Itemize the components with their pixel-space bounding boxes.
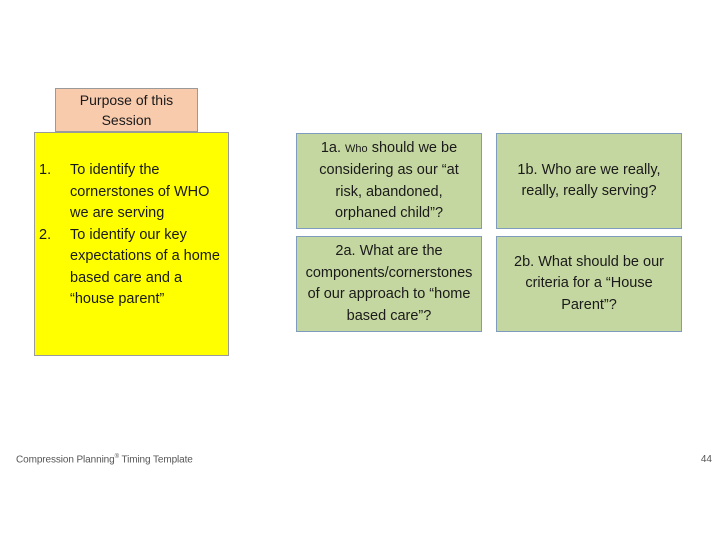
question-1a-prefix: 1a. bbox=[320, 139, 342, 156]
question-2b-cell bbox=[496, 236, 682, 332]
registered-mark: ® bbox=[114, 454, 119, 460]
goal-number: 2. bbox=[39, 226, 52, 243]
question-1a-text bbox=[307, 138, 471, 225]
goals-box bbox=[34, 132, 229, 356]
footer-template-name bbox=[16, 454, 193, 465]
question-1b-cell bbox=[496, 133, 682, 229]
goal-item-2 bbox=[35, 225, 228, 311]
question-2a-text: 2a. What are the components/cornerstones of our approach to “home based care”? bbox=[305, 243, 473, 324]
goal-number: 1. bbox=[39, 162, 52, 178]
question-2a-cell bbox=[296, 236, 482, 332]
page-number: 44 bbox=[700, 454, 712, 465]
goals-list bbox=[35, 160, 228, 311]
goal-text: To identify the cornerstones of WHO we are serving bbox=[70, 162, 210, 221]
question-1a-cell bbox=[296, 133, 482, 229]
goal-item-1 bbox=[35, 160, 228, 225]
question-1a-who: Who bbox=[345, 142, 368, 155]
footer-name-a: Compression Planning bbox=[16, 454, 115, 466]
question-1a-rest: should we be considering as our “at risk, abandoned, orphaned child”? bbox=[319, 139, 459, 221]
purpose-header bbox=[55, 88, 198, 132]
question-2b-text: 2b. What should be our criteria for a “House Parent”? bbox=[514, 253, 664, 313]
purpose-title: Purpose of this Session bbox=[79, 92, 174, 128]
footer-name-b: Timing Template bbox=[118, 454, 193, 466]
goal-text: To identify our key expectations of a home based care and a “house parent” bbox=[70, 226, 220, 307]
question-1b-text: 1b. Who are we really, really, really serving? bbox=[517, 161, 661, 199]
